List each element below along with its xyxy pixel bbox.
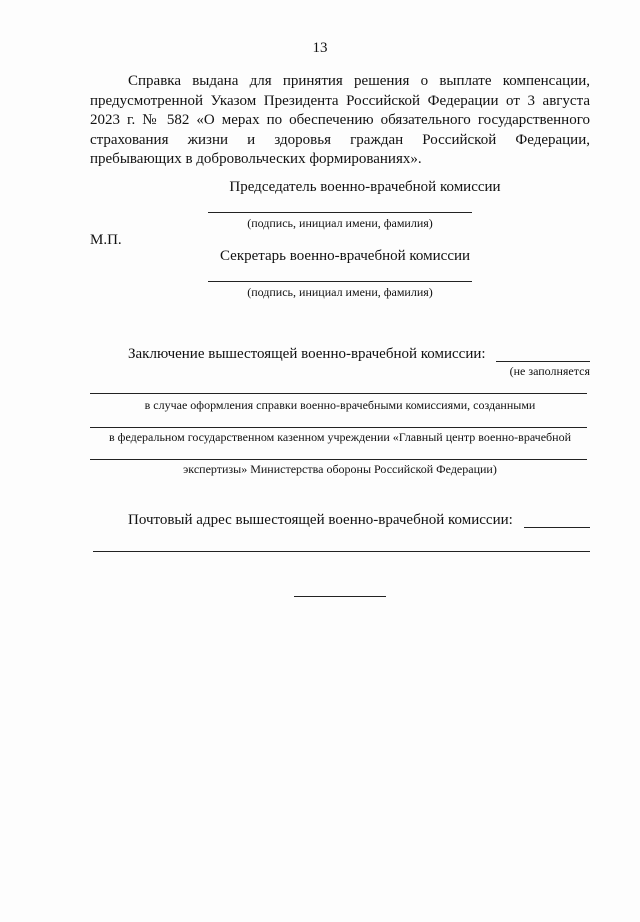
- chairman-signature-hint: (подпись, инициал имени, фамилия): [247, 216, 433, 230]
- secretary-title: Секретарь военно-врачебной комиссии: [219, 248, 471, 264]
- postal-address-label: Почтовый адрес вышестоящей военно-врачебной комиссии:: [128, 512, 513, 528]
- page-number: 13: [312, 40, 328, 56]
- conclusion-hint-1: (не заполняется: [509, 364, 590, 378]
- conclusion-line-1: [90, 393, 587, 394]
- secretary-signature-line: [208, 281, 472, 282]
- conclusion-label: Заключение вышестоящей военно-врачебной комиссии:: [128, 346, 486, 362]
- intro-paragraph: Справка выдана для принятия решения о выплате компенсации, предусмотренной Указом Президента Российской Федерации от 3 августа 2023 г. № 582 «О мерах по обеспечению обязательного государственного страхования жизни и здоровья граждан Российской Федерации, пребывающих в добровольческих формированиях».: [90, 73, 590, 167]
- end-separator-line: [294, 596, 386, 597]
- conclusion-line-3: [90, 459, 587, 460]
- chairman-title: Председатель военно-врачебной комиссии: [229, 179, 501, 195]
- secretary-signature-hint: (подпись, инициал имени, фамилия): [247, 285, 433, 299]
- postal-address-inline-line: [524, 527, 590, 528]
- conclusion-hint-4: экспертизы» Министерства обороны Российской Федерации): [183, 462, 497, 476]
- chairman-signature-line: [208, 212, 472, 213]
- conclusion-line-2: [90, 427, 587, 428]
- stamp-label: М.П.: [90, 232, 122, 248]
- postal-address-line: [93, 551, 590, 552]
- conclusion-hint-2: в случае оформления справки военно-врачебными комиссиями, созданными: [144, 398, 536, 412]
- conclusion-inline-line: [496, 361, 590, 362]
- conclusion-hint-3: в федеральном государственном казенном учреждении «Главный центр военно-врачебной: [109, 430, 571, 444]
